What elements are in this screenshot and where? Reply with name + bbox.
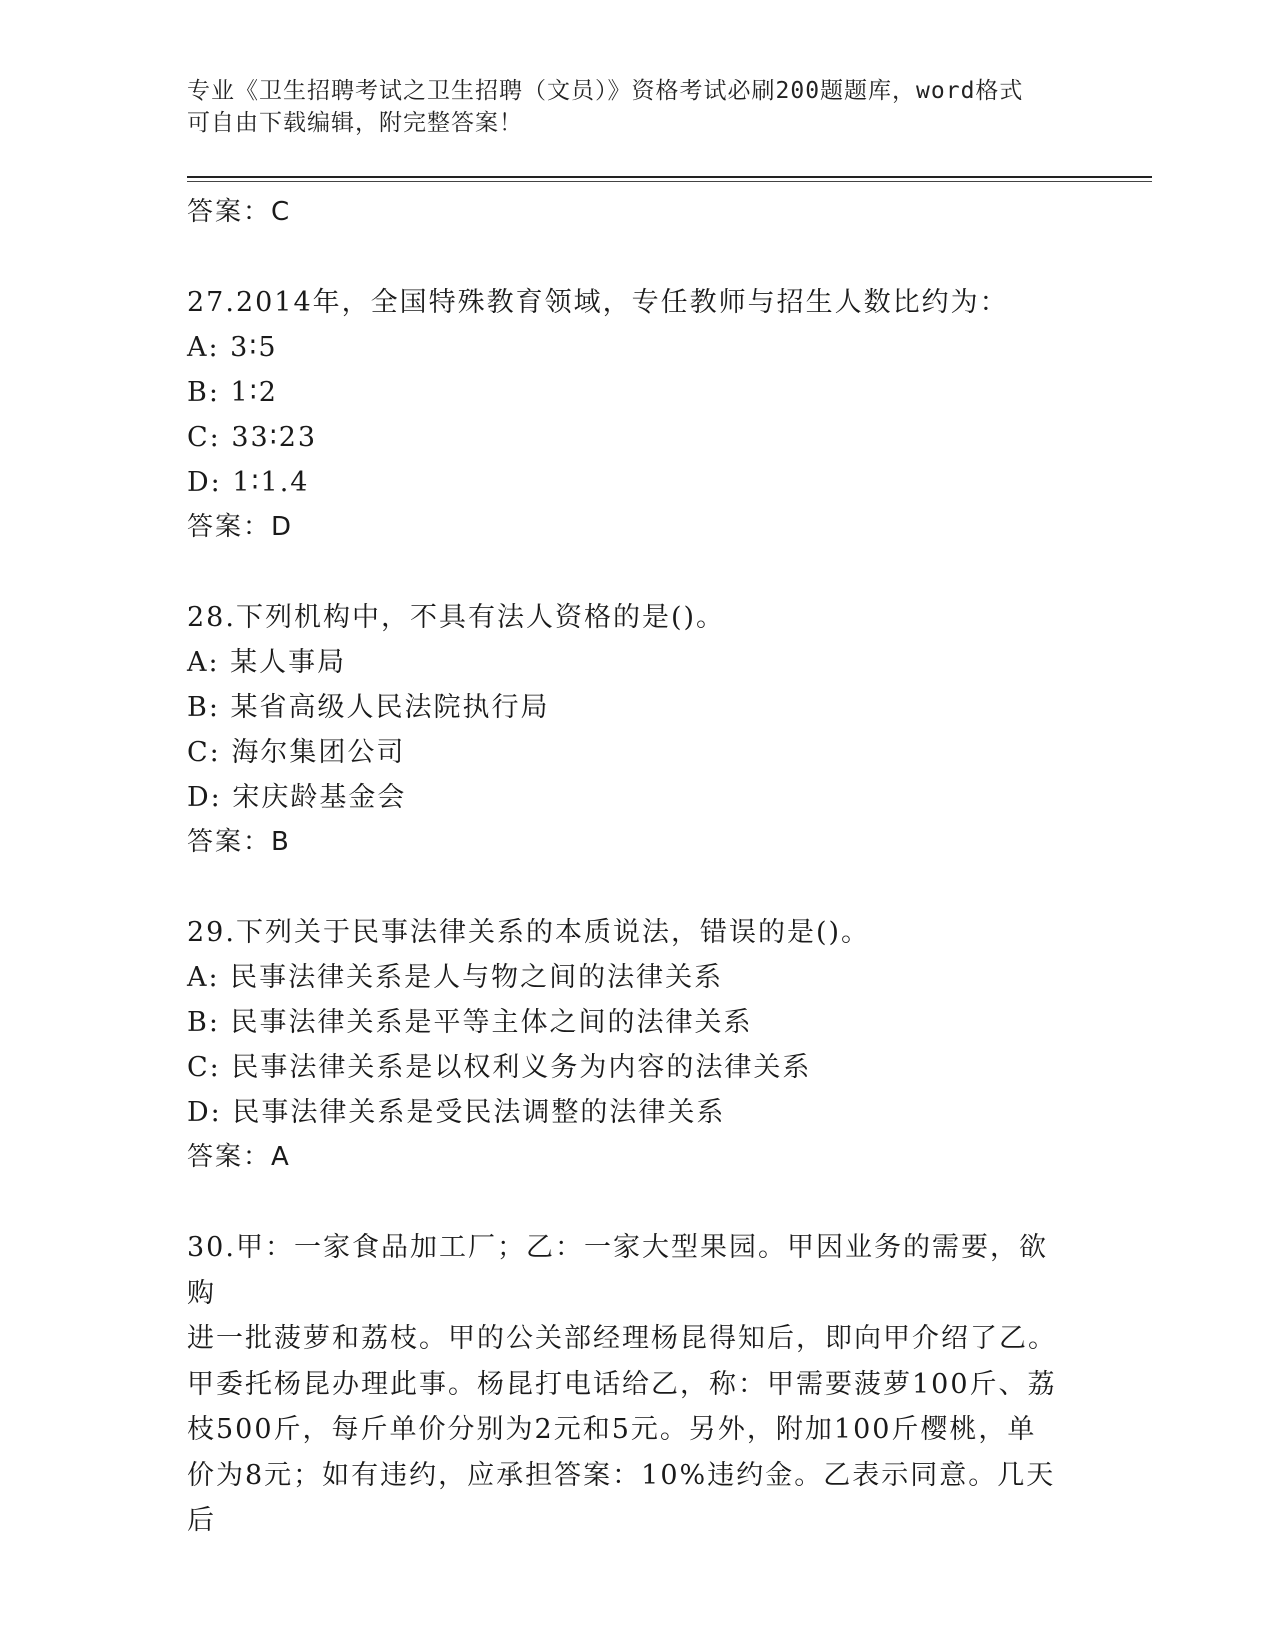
answer-line: 答案：D [187, 512, 294, 542]
header-line-1: 专业《卫生招聘考试之卫生招聘（文员）》资格考试必刷200题题库，word格式 [187, 78, 1024, 104]
question-30-line-4: 枝500斤，每斤单价分别为2元和5元。另外，附加100斤樱桃，单 [187, 1414, 1037, 1445]
question-30-line-1: 30.甲：一家食品加工厂；乙：一家大型果园。甲因业务的需要，欲购 [187, 1232, 1048, 1309]
header-divider-thick [187, 176, 1152, 178]
question-block [187, 280, 1087, 550]
question-block [187, 595, 1087, 865]
question-block-30 [187, 1225, 1067, 1544]
option-c: C: 海尔集团公司 [187, 737, 406, 768]
question-30-line-2: 进一批菠萝和荔枝。甲的公关部经理杨昆得知后，即向甲介绍了乙。 [187, 1323, 1057, 1354]
question-list [187, 190, 1087, 1544]
option-d: D: 民事法律关系是受民法调整的法律关系 [187, 1097, 726, 1128]
option-b: B: 民事法律关系是平等主体之间的法律关系 [187, 1007, 753, 1038]
spacer [187, 235, 1087, 280]
answer-line: 答案：C [187, 197, 292, 227]
answer-line: 答案：A [187, 1142, 291, 1172]
question-stem: 29.下列关于民事法律关系的本质说法，错误的是()。 [187, 917, 871, 948]
option-c: C: 33∶23 [187, 422, 318, 453]
spacer [187, 1180, 1087, 1225]
option-b: B: 某省高级人民法院执行局 [187, 692, 550, 723]
header-divider-thin [187, 181, 1152, 182]
question-stem: 28.下列机构中，不具有法人资格的是()。 [187, 602, 726, 633]
option-a: A: 民事法律关系是人与物之间的法律关系 [187, 962, 724, 993]
spacer [187, 865, 1087, 910]
question-30-line-3: 甲委托杨昆办理此事。杨昆打电话给乙，称：甲需要菠萝100斤、荔 [187, 1368, 1057, 1400]
option-d: D: 1∶1.4 [187, 467, 310, 498]
option-d: D: 宋庆龄基金会 [187, 782, 407, 813]
answer-line: 答案：B [187, 827, 291, 857]
document-header [187, 75, 1067, 139]
question-stem: 27.2014年，全国特殊教育领域，专任教师与招生人数比约为： [187, 287, 1009, 318]
spacer [187, 550, 1087, 595]
option-c: C: 民事法律关系是以权利义务为内容的法律关系 [187, 1052, 812, 1083]
option-a: A: 3∶5 [187, 332, 278, 363]
option-b: B: 1∶2 [187, 377, 278, 408]
question-block [187, 910, 1087, 1180]
option-a: A: 某人事局 [187, 647, 347, 678]
question-30-line-5: 价为8元；如有违约，应承担答案：10%违约金。乙表示同意。几天后 [187, 1459, 1056, 1536]
header-line-2: 可自由下载编辑，附完整答案！ [187, 110, 523, 136]
